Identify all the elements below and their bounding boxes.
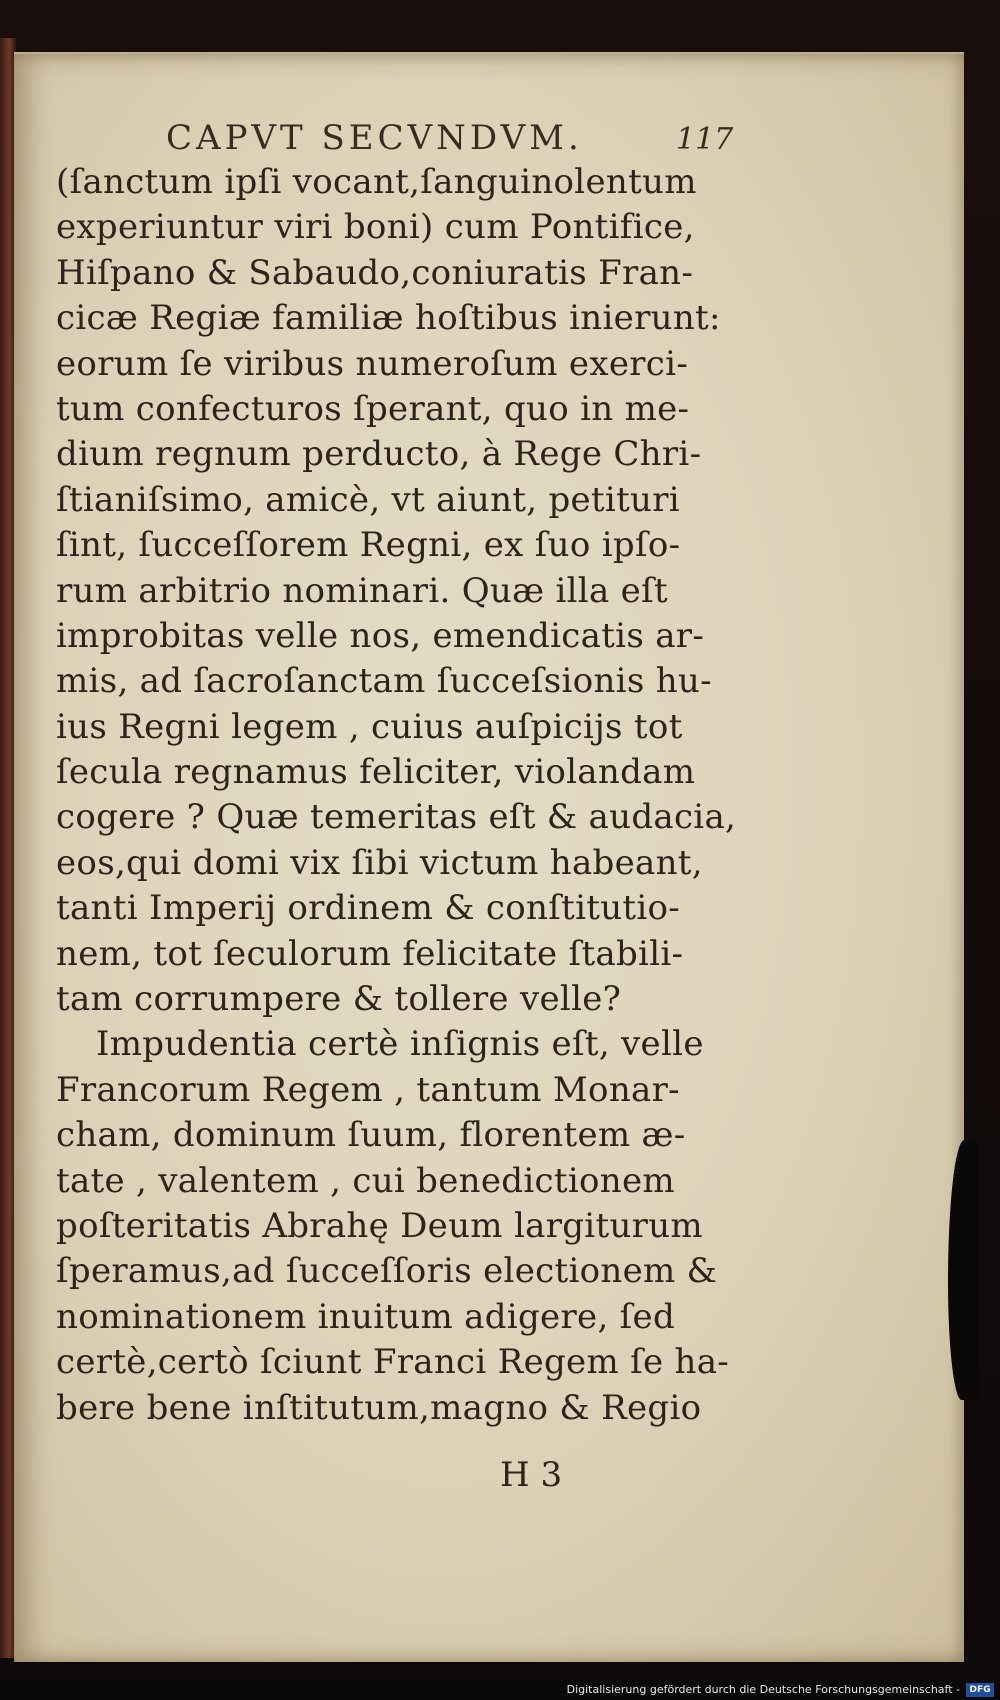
text-line: eorum ſe viribus numeroſum exerci- [56,343,689,384]
text-line: Hiſpano & Sabaudo,coniuratis Fran- [56,252,694,293]
text-line: tum confecturos ſperant, quo in me- [56,388,690,429]
page-number: 117 [676,122,734,157]
text-line: poſteritatis Abrahę Deum largiturum [56,1205,703,1246]
text-line: cham, dominum ſuum, florentem æ- [56,1115,686,1156]
running-head: CAPVT SECVNDVM. [166,118,583,158]
text-line: nominationem inuitum adigere, ſed [56,1296,676,1337]
text-line: certè,certò ſciunt Franci Regem ſe ha- [56,1342,730,1383]
funding-credit: Digitalisierung gefördert durch die Deutsche Forschungsgemeinschaft - [566,1683,960,1696]
text-line: cicæ Regiæ familiæ hoſtibus inierunt: [56,298,721,339]
signature-mark: H 3 [500,1455,563,1495]
text-line: eos,qui domi vix ſibi victum habeant, [56,842,703,883]
body-text [56,160,736,1431]
text-line: tanti Imperij ordinem & conſtitutio- [56,888,681,929]
text-line: Francorum Regem , tantum Monar- [56,1069,680,1110]
text-line: bere bene inſtitutum,magno & Regio [56,1387,702,1428]
text-line: mis, ad ſacroſanctam ſucceſsionis hu- [56,661,712,702]
paragraph-start-line: Impudentia certè inſignis eſt, velle [96,1024,704,1065]
page-edge-damage [948,1140,978,1400]
text-line: cogere ? Quæ temeritas eſt & audacia, [56,797,737,838]
text-line: improbitas velle nos, emendicatis ar- [56,615,705,656]
text-line: rum arbitrio nominari. Quæ illa eſt [56,570,668,611]
text-line: ſperamus,ad ſucceſſoris electionem & [56,1251,718,1292]
dfg-logo: DFG [966,1683,994,1697]
text-line: ſtianiſsimo, amicè, vt aiunt, petituri [56,479,680,520]
text-line: ſecula regnamus feliciter, violandam [56,752,696,793]
text-line: ius Regni legem , cuius auſpicijs tot [56,706,683,747]
text-line: tam corrumpere & tollere velle? [56,979,622,1020]
text-line: nem, tot ſeculorum felicitate ſtabili- [56,933,684,974]
text-line: tate , valentem , cui benedictionem [56,1160,675,1201]
text-line: (ſanctum ipſi vocant,ſanguinolentum [56,162,697,202]
text-line: experiuntur viri boni) cum Pontifice, [56,207,695,248]
text-line: ſint, ſucceſſorem Regni, ex ſuo ipſo- [56,525,681,566]
text-line: dium regnum perducto, à Rege Chri- [56,434,702,475]
